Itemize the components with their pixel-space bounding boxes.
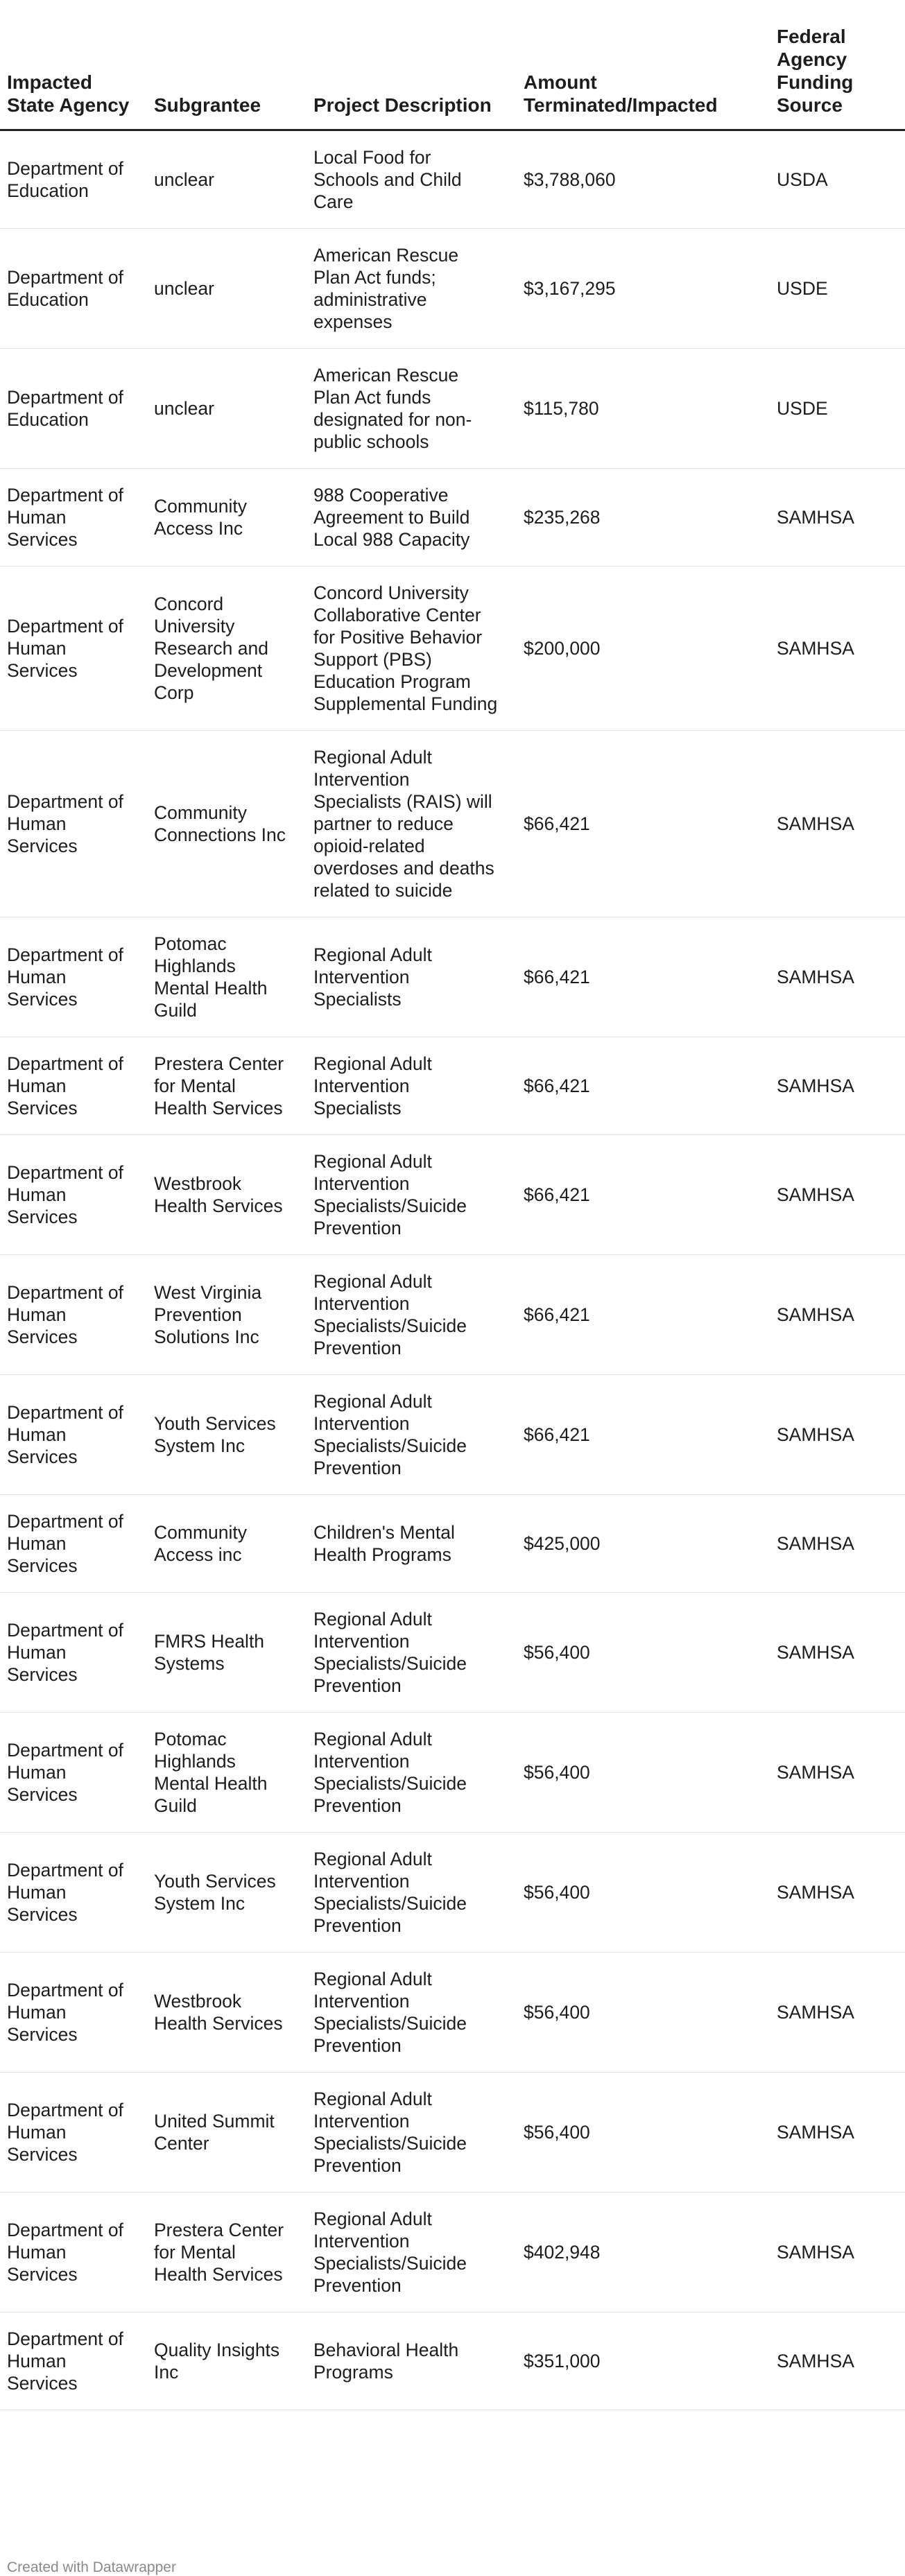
- amount-cell: $66,421: [517, 917, 770, 1037]
- amount-cell: $66,421: [517, 1255, 770, 1375]
- description-cell: Regional Adult Intervention Specialists/Suicide Prevention: [307, 2193, 517, 2313]
- funding-source-cell: SAMHSA: [770, 1037, 905, 1135]
- amount-cell: $56,400: [517, 1593, 770, 1713]
- table-row: [0, 2073, 905, 2193]
- description-cell: Regional Adult Intervention Specialists: [307, 917, 517, 1037]
- table-body: [0, 130, 905, 2410]
- table-row: [0, 349, 905, 469]
- funding-source-cell: SAMHSA: [770, 469, 905, 567]
- table-row: [0, 1593, 905, 1713]
- table-row: [0, 1135, 905, 1255]
- funding-source-cell: SAMHSA: [770, 1953, 905, 2073]
- funding-source-cell: SAMHSA: [770, 1593, 905, 1713]
- description-cell: Regional Adult Intervention Specialists/Suicide Prevention: [307, 1135, 517, 1255]
- table-row: [0, 731, 905, 917]
- amount-cell: $3,788,060: [517, 130, 770, 229]
- table-row: [0, 1953, 905, 2073]
- funding-source-cell: SAMHSA: [770, 1833, 905, 1953]
- funding-source-cell: SAMHSA: [770, 2313, 905, 2410]
- amount-cell: $402,948: [517, 2193, 770, 2313]
- description-cell: Regional Adult Intervention Specialists/Suicide Prevention: [307, 1713, 517, 1833]
- description-cell: Regional Adult Intervention Specialists/Suicide Prevention: [307, 1593, 517, 1713]
- subgrantee-cell: unclear: [147, 349, 307, 469]
- subgrantee-cell: Youth Services System Inc: [147, 1833, 307, 1953]
- funding-source-cell: SAMHSA: [770, 567, 905, 731]
- agency-cell: Department of Human Services: [0, 917, 147, 1037]
- column-header-description[interactable]: Project Description: [307, 0, 517, 130]
- agency-cell: Department of Education: [0, 349, 147, 469]
- funding-source-cell: USDE: [770, 229, 905, 349]
- agency-cell: Department of Human Services: [0, 1713, 147, 1833]
- table-row: [0, 1375, 905, 1495]
- table-row: [0, 2313, 905, 2410]
- funding-source-cell: SAMHSA: [770, 1495, 905, 1593]
- amount-cell: $115,780: [517, 349, 770, 469]
- agency-cell: Department of Human Services: [0, 1135, 147, 1255]
- agency-cell: Department of Education: [0, 130, 147, 229]
- agency-cell: Department of Human Services: [0, 731, 147, 917]
- subgrantee-cell: Community Connections Inc: [147, 731, 307, 917]
- description-cell: Children's Mental Health Programs: [307, 1495, 517, 1593]
- subgrantee-cell: unclear: [147, 229, 307, 349]
- amount-cell: $56,400: [517, 1953, 770, 2073]
- datawrapper-credit[interactable]: Created with Datawrapper: [7, 2559, 176, 2575]
- amount-cell: $66,421: [517, 731, 770, 917]
- description-cell: Concord University Collaborative Center for Positive Behavior Support (PBS) Education Program Supplemental Funding: [307, 567, 517, 731]
- subgrantee-cell: Potomac Highlands Mental Health Guild: [147, 917, 307, 1037]
- description-cell: Regional Adult Intervention Specialists: [307, 1037, 517, 1135]
- subgrantee-cell: FMRS Health Systems: [147, 1593, 307, 1713]
- subgrantee-cell: Prestera Center for Mental Health Services: [147, 1037, 307, 1135]
- subgrantee-cell: West Virginia Prevention Solutions Inc: [147, 1255, 307, 1375]
- funding-source-cell: USDE: [770, 349, 905, 469]
- amount-cell: $66,421: [517, 1135, 770, 1255]
- funding-source-cell: SAMHSA: [770, 1375, 905, 1495]
- description-cell: Regional Adult Intervention Specialists (RAIS) will partner to reduce opioid-related overdoses and deaths related to suicide: [307, 731, 517, 917]
- table-row: [0, 469, 905, 567]
- table-row: [0, 1037, 905, 1135]
- subgrantee-cell: Quality Insights Inc: [147, 2313, 307, 2410]
- agency-cell: Department of Human Services: [0, 2193, 147, 2313]
- description-cell: 988 Cooperative Agreement to Build Local 988 Capacity: [307, 469, 517, 567]
- table-row: [0, 1833, 905, 1953]
- table-row: [0, 130, 905, 229]
- subgrantee-cell: Prestera Center for Mental Health Services: [147, 2193, 307, 2313]
- subgrantee-cell: Westbrook Health Services: [147, 1135, 307, 1255]
- column-header-subgrantee[interactable]: Subgrantee: [147, 0, 307, 130]
- description-cell: American Rescue Plan Act funds designated for non-public schools: [307, 349, 517, 469]
- table-row: [0, 567, 905, 731]
- amount-cell: $56,400: [517, 2073, 770, 2193]
- amount-cell: $3,167,295: [517, 229, 770, 349]
- subgrantee-cell: Community Access Inc: [147, 469, 307, 567]
- funding-source-cell: SAMHSA: [770, 1713, 905, 1833]
- column-header-amount[interactable]: Amount Terminated/Impacted: [517, 0, 770, 130]
- funding-source-cell: SAMHSA: [770, 1135, 905, 1255]
- table-row: [0, 1495, 905, 1593]
- funding-source-cell: SAMHSA: [770, 2193, 905, 2313]
- subgrantee-cell: Community Access inc: [147, 1495, 307, 1593]
- table-row: [0, 1713, 905, 1833]
- amount-cell: $66,421: [517, 1375, 770, 1495]
- table-row: [0, 1255, 905, 1375]
- funding-source-cell: USDA: [770, 130, 905, 229]
- agency-cell: Department of Human Services: [0, 1953, 147, 2073]
- agency-cell: Department of Human Services: [0, 1833, 147, 1953]
- agency-cell: Department of Education: [0, 229, 147, 349]
- amount-cell: $235,268: [517, 469, 770, 567]
- agency-cell: Department of Human Services: [0, 1375, 147, 1495]
- subgrantee-cell: Concord University Research and Development Corp: [147, 567, 307, 731]
- funding-source-cell: SAMHSA: [770, 731, 905, 917]
- subgrantee-cell: Potomac Highlands Mental Health Guild: [147, 1713, 307, 1833]
- subgrantee-cell: unclear: [147, 130, 307, 229]
- amount-cell: $200,000: [517, 567, 770, 731]
- agency-cell: Department of Human Services: [0, 567, 147, 731]
- amount-cell: $66,421: [517, 1037, 770, 1135]
- subgrantee-cell: Westbrook Health Services: [147, 1953, 307, 2073]
- description-cell: Regional Adult Intervention Specialists/Suicide Prevention: [307, 1375, 517, 1495]
- amount-cell: $425,000: [517, 1495, 770, 1593]
- description-cell: Local Food for Schools and Child Care: [307, 130, 517, 229]
- agency-cell: Department of Human Services: [0, 1255, 147, 1375]
- amount-cell: $56,400: [517, 1713, 770, 1833]
- table-header-row: [0, 0, 905, 130]
- description-cell: Regional Adult Intervention Specialists/Suicide Prevention: [307, 2073, 517, 2193]
- agency-cell: Department of Human Services: [0, 1593, 147, 1713]
- description-cell: Behavioral Health Programs: [307, 2313, 517, 2410]
- table-row: [0, 229, 905, 349]
- table-row: [0, 2193, 905, 2313]
- description-cell: Regional Adult Intervention Specialists/Suicide Prevention: [307, 1953, 517, 2073]
- description-cell: Regional Adult Intervention Specialists/Suicide Prevention: [307, 1833, 517, 1953]
- agency-cell: Department of Human Services: [0, 1495, 147, 1593]
- description-cell: Regional Adult Intervention Specialists/Suicide Prevention: [307, 1255, 517, 1375]
- funding-source-cell: SAMHSA: [770, 2073, 905, 2193]
- agency-cell: Department of Human Services: [0, 2313, 147, 2410]
- subgrantee-cell: Youth Services System Inc: [147, 1375, 307, 1495]
- agency-cell: Department of Human Services: [0, 2073, 147, 2193]
- column-header-agency[interactable]: Impacted State Agency: [0, 0, 147, 130]
- agency-cell: Department of Human Services: [0, 469, 147, 567]
- description-cell: American Rescue Plan Act funds; administrative expenses: [307, 229, 517, 349]
- funding-source-cell: SAMHSA: [770, 1255, 905, 1375]
- subgrantee-cell: United Summit Center: [147, 2073, 307, 2193]
- agency-cell: Department of Human Services: [0, 1037, 147, 1135]
- column-header-funding-source[interactable]: Federal Agency Funding Source: [770, 0, 905, 130]
- amount-cell: $351,000: [517, 2313, 770, 2410]
- amount-cell: $56,400: [517, 1833, 770, 1953]
- table-row: [0, 917, 905, 1037]
- funding-source-cell: SAMHSA: [770, 917, 905, 1037]
